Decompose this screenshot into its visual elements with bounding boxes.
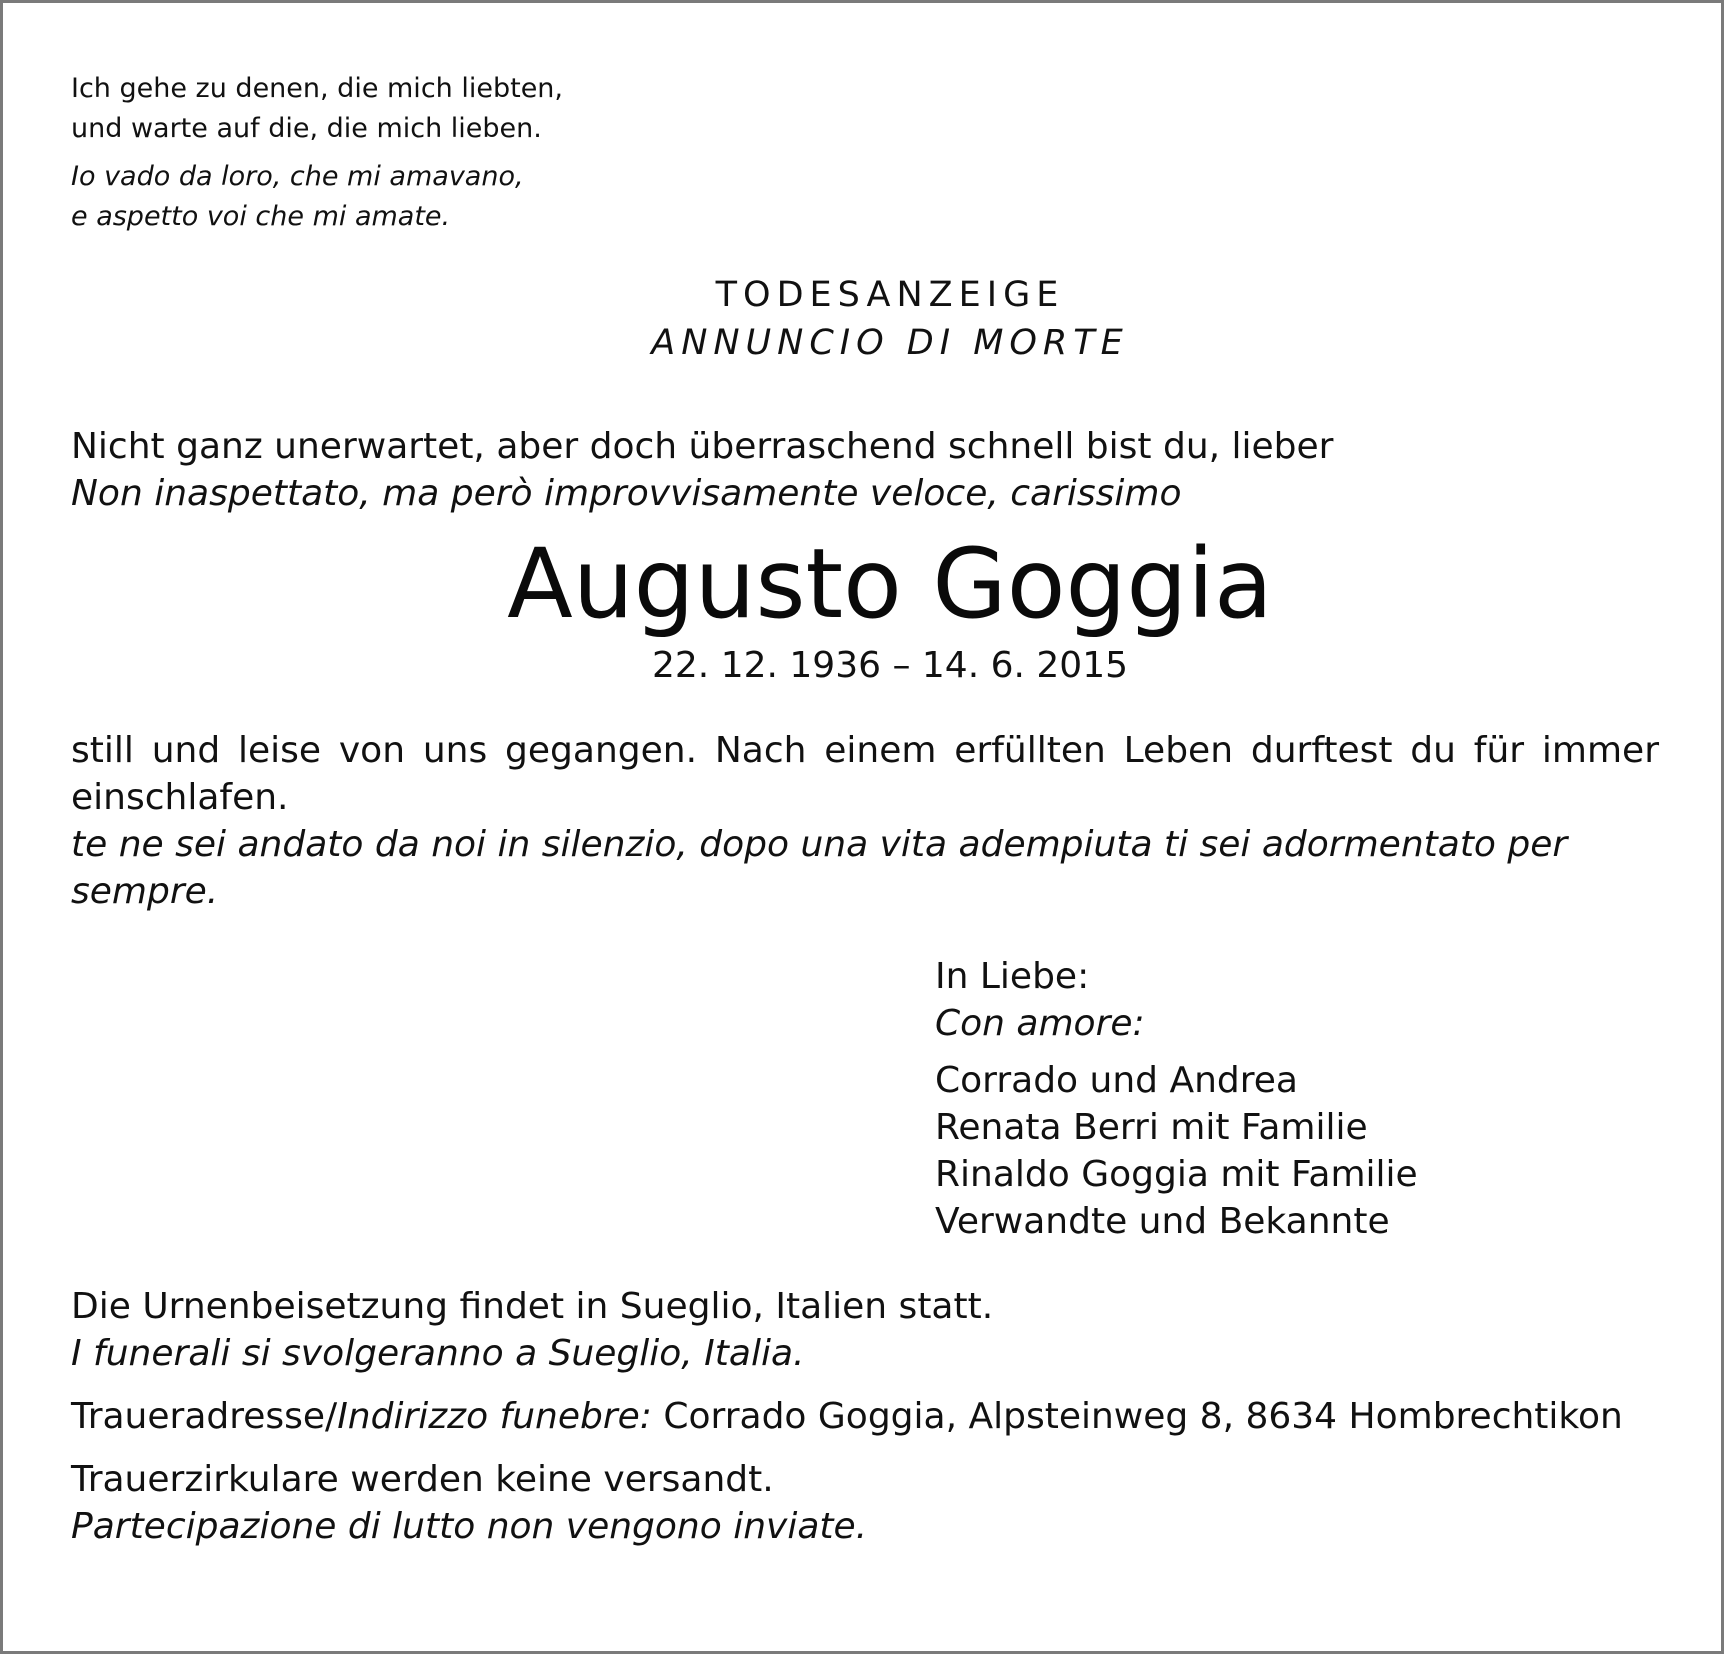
address-value: Corrado Goggia, Alpsteinweg 8, 8634 Hombrechtikon bbox=[651, 1396, 1623, 1437]
passing-italian: te ne sei andato da noi in silenzio, dopo una vita adempiuta ti sei adormentato per sempre. bbox=[71, 824, 1568, 912]
heading-german: TODESANZEIGE bbox=[715, 275, 1065, 315]
intro-german: Nicht ganz unerwartet, aber doch überraschend schnell bist du, lieber bbox=[71, 426, 1334, 467]
motto-italian-line-1: Io vado da loro, che mi amavano, bbox=[71, 161, 524, 192]
motto-german bbox=[71, 69, 1659, 149]
heading-italian: ANNUNCIO DI MORTE bbox=[651, 323, 1129, 363]
circular-german: Trauerzirkulare werden keine versandt. bbox=[71, 1459, 774, 1500]
motto-italian bbox=[71, 157, 1659, 237]
signers-label-italian: Con amore: bbox=[935, 1003, 1145, 1044]
deceased-dates: 22. 12. 1936 – 14. 6. 2015 bbox=[652, 645, 1128, 686]
burial-german: Die Urnenbeisetzung findet in Sueglio, Italien statt. bbox=[71, 1286, 994, 1327]
mourning-address bbox=[71, 1393, 1659, 1440]
signer-name: Rinaldo Goggia mit Familie bbox=[935, 1154, 1418, 1195]
passing-german: still und leise von uns gegangen. Nach einem erfüllten Leben durftest du für immer einschlafen. bbox=[71, 730, 1659, 818]
signer-name: Renata Berri mit Familie bbox=[935, 1107, 1368, 1148]
motto-german-line-2: und warte auf die, die mich lieben. bbox=[71, 113, 542, 144]
address-label-german: Traueradresse/ bbox=[71, 1396, 338, 1437]
burial-notice bbox=[71, 1283, 1659, 1377]
signer-name: Verwandte und Bekannte bbox=[935, 1201, 1390, 1242]
signers-block bbox=[935, 953, 1659, 1245]
signer-name: Corrado und Andrea bbox=[935, 1060, 1298, 1101]
address-label-italian: Indirizzo funebre: bbox=[337, 1396, 652, 1437]
signers-label-german: In Liebe: bbox=[935, 956, 1090, 997]
motto-italian-line-2: e aspetto voi che mi amate. bbox=[71, 201, 451, 232]
circular-notice bbox=[71, 1456, 1659, 1550]
signers-list bbox=[935, 1057, 1659, 1245]
obituary-content bbox=[71, 69, 1659, 1550]
intro-italian: Non inaspettato, ma però improvvisamente veloce, carissimo bbox=[71, 473, 1182, 514]
burial-italian: I funerali si svolgeranno a Sueglio, Italia. bbox=[71, 1333, 805, 1374]
motto-german-line-1: Ich gehe zu denen, die mich liebten, bbox=[71, 73, 563, 104]
circular-italian: Partecipazione di lutto non vengono inviate. bbox=[71, 1506, 868, 1547]
deceased-name: Augusto Goggia bbox=[507, 528, 1273, 640]
